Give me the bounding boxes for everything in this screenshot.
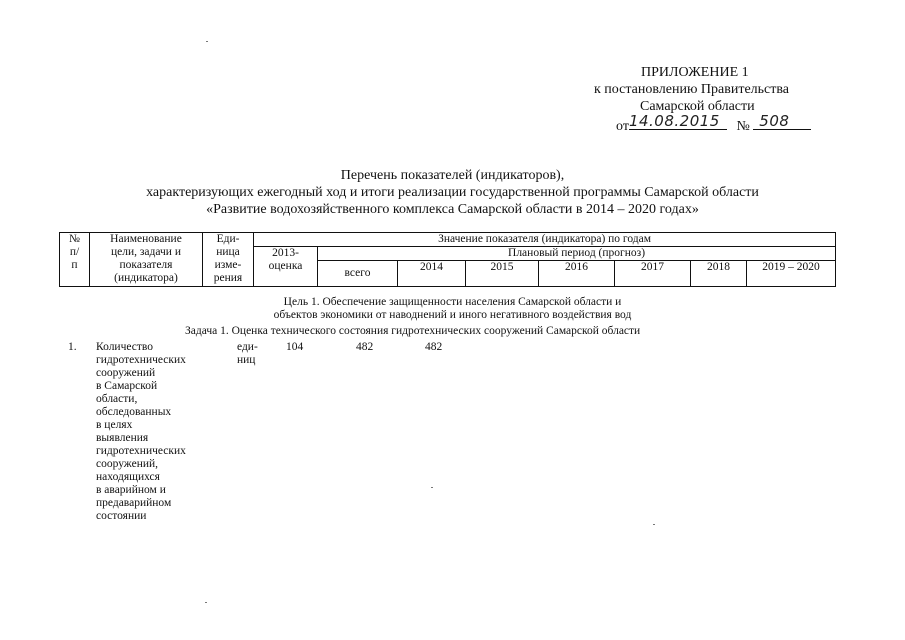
- header-plan-period: Плановый период (прогноз): [318, 247, 836, 261]
- goal-line2: объектов экономики от наводнений и иного негативного воздействия вод: [273, 309, 632, 321]
- document-title-line1: Перечень показателей (индикаторов),: [340, 168, 565, 183]
- header-number: № п/ п: [60, 233, 90, 287]
- header-unit: Еди- ница изме- рения: [203, 233, 254, 287]
- indicators-table-header: [59, 232, 836, 287]
- header-year-2018: 2018: [691, 261, 747, 287]
- row1-number: 1.: [68, 341, 77, 353]
- scan-speck: [205, 602, 207, 603]
- number-sign: №: [736, 119, 750, 134]
- row1-value-2013: 104: [286, 341, 304, 353]
- document-title-line2: характеризующих ежегодный ход и итоги реализации государственной программы Самарской области: [146, 185, 759, 200]
- appendix-date-line: [616, 112, 811, 135]
- appendix-line2: Самарской области: [640, 99, 755, 114]
- document-title-line3: «Развитие водохозяйственного комплекса Самарской области в 2014 – 2020 годах»: [206, 202, 699, 217]
- header-year-2017: 2017: [615, 261, 691, 287]
- scan-speck: [431, 487, 433, 488]
- row1-value-total: 482: [356, 341, 374, 353]
- header-name: Наименование цели, задачи и показателя (индикатора): [90, 233, 203, 287]
- header-2013: 2013- оценка: [254, 247, 318, 287]
- row1-indicator-name: Количество гидротехнических сооружений в Самарской области, обследованных в целях выявления гидротехнических сооружений, находящихся в аварийном и предаварийном состоянии: [96, 341, 186, 522]
- header-year-2016: 2016: [539, 261, 615, 287]
- header-year-2015: 2015: [466, 261, 539, 287]
- header-year-total: всего: [318, 261, 398, 287]
- appendix-label: ПРИЛОЖЕНИЕ 1: [641, 65, 749, 80]
- scan-speck: [206, 41, 208, 42]
- handwritten-date: 14.08.2015: [629, 113, 727, 130]
- task-line: Задача 1. Оценка технического состояния гидротехнических сооружений Самарской области: [185, 325, 641, 337]
- handwritten-number: 508: [753, 113, 811, 130]
- scan-speck: [653, 524, 655, 525]
- row1-value-2014: 482: [425, 341, 443, 353]
- header-values: Значение показателя (индикатора) по годам: [254, 233, 836, 247]
- appendix-line1: к постановлению Правительства: [594, 82, 790, 97]
- goal-line1: Цель 1. Обеспечение защищенности населения Самарской области и: [283, 296, 622, 308]
- date-prefix: от: [616, 119, 629, 134]
- row1-unit: еди- ниц: [237, 341, 258, 366]
- header-year-2014: 2014: [398, 261, 466, 287]
- header-year-2019-2020: 2019 – 2020: [747, 261, 836, 287]
